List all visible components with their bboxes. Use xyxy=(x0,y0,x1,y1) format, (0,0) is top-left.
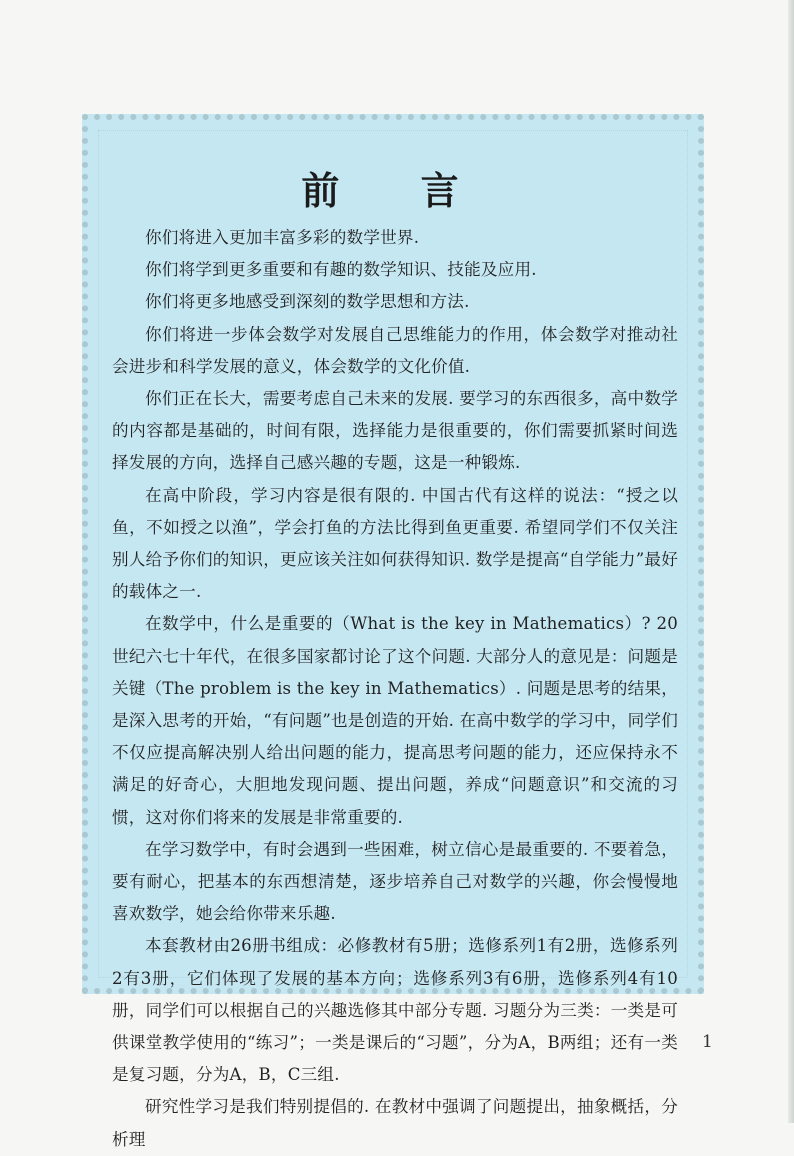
paragraph: 你们将学到更多重要和有趣的数学知识、技能及应用. xyxy=(145,260,537,280)
paragraph: 研究性学习是我们特别提倡的. 在教材中强调了问题提出，抽象概括，分析理 xyxy=(112,1097,678,1149)
paragraph: 你们正在长大，需要考虑自己未来的发展. 要学习的东西很多，高中数学的内容都是基础的，时间有限，选择能力是很重要的，你们需要抓紧时间选择发展的方向，选择自己感兴趣的专题，这是一种锻炼. xyxy=(112,389,678,473)
paragraph: 你们将进入更加丰富多彩的数学世界. xyxy=(145,228,420,247)
page-number: 1 xyxy=(702,1032,713,1052)
paragraph: 在数学中，什么是重要的（What is the key in Mathematics）? 20 世纪六七十年代，在很多国家都讨论了这个问题. 大部分人的意见是：问题是关键（The problem is the key in Mathematics）. 问题是思考的结果，是深入思考的开始，“有问题”也是创造的开始. 在高中数学的学习中，同学们不仅应提高解决别人给出问题的能力，提高思考问题的能力，还应保持永不满足的好奇心，大胆地发现问题、提出问题，养成“问题意识”和交流的习惯，这对你们将来的发展是非常重要的. xyxy=(112,614,678,827)
paragraph: 在高中阶段，学习内容是很有限的. 中国古代有这样的说法：“授之以鱼，不如授之以渔”，学会打鱼的方法比得到鱼更重要. 希望同学们不仅关注别人给予你们的知识，更应该关注如何获得知识. 数学是提高“自学能力”最好的载体之一. xyxy=(112,485,678,602)
paragraph: 在学习数学中，有时会遇到一些困难，树立信心是最重要的. 不要着急，要有耐心，把基本的东西想清楚，逐步培养自己对数学的兴趣，你会慢慢地喜欢数学，她会给你带来乐趣. xyxy=(112,839,678,924)
paragraph: 本套教材由26册书组成：必修教材有5册；选修系列1有2册，选修系列2有3册，它们体现了发展的基本方向；选修系列3有6册，选修系列4有10册，同学们可以根据自己的兴趣选修其中部分专题. 习题分为三类：一类是可供课堂教学使用的“练习”；一类是课后的“习题”，分为A，B两组；还有一类是复习题，分为A，B，C三组. xyxy=(112,936,678,1085)
paragraph: 你们将进一步体会数学对发展自己思维能力的作用，体会数学对推动社会进步和科学发展的意义，体会数学的文化价值. xyxy=(112,324,678,376)
page-title: 前 言 xyxy=(301,169,493,213)
preface-content xyxy=(112,222,678,1156)
paragraph: 你们将更多地感受到深刻的数学思想和方法. xyxy=(145,292,470,312)
